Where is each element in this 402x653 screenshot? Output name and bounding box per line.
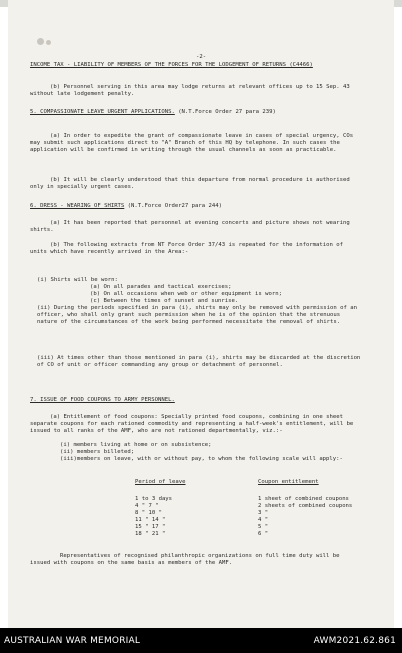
table-header-period-text: Period of leave [135,479,186,485]
heading-income-tax-text: INCOME TAX - LIABILITY OF MEMBERS OF THE FORCES FOR THE LODGEMENT OF RETURNS (C4466) [30,62,313,68]
section5-title: 5. COMPASSIONATE LEAVE URGENT APPLICATIONS. [30,109,175,115]
table-cell-coupons: 6 " [258,531,269,537]
table-header-coupon-text: Coupon entitlement [258,479,319,485]
sec6-ii: (ii) During the periods specified in para (i), shirts may only be removed with permission of an officer, who shall only grant such permission when he is of the opinion that the strenuous nature of the circumstances of the work being performed necessitate the removal of shirts. [37,305,357,325]
footer-accession-number: AWM2021.62.861 [313,636,396,646]
table-cell-period: 11 " 14 " [135,517,166,523]
table-row [258,496,349,503]
table-row [258,517,268,524]
table-cell-period: 8 " 10 " [135,510,162,516]
section7-title: 7. ISSUE OF FOOD COUPONS TO ARMY PERSONNEL. [30,397,175,403]
table-row [258,510,268,517]
heading-income-tax [30,62,370,69]
table-cell-coupons: 4 " [258,517,269,523]
table-row [135,517,165,524]
sec6-para-a: (a) It has been reported that personnel at evening concerts and picture shows not wearing shirts. [30,220,350,233]
sec6-para-b: (b) The following extracts from NT Force Order 37/43 is repeated for the information of units which have recently arrived in the Area:- [30,242,343,255]
table-cell-period: 4 " 7 " [135,503,159,509]
section6-heading [30,203,370,210]
sec7-para-a: (a) Entitlement of food coupons: Specially printed food coupons, combining in one sheet separate coupons for each rationed commodity and representing a half-week's entitlement, will be issued to all ranks of the AMF, who are not rationed departmentally, viz.:- [30,414,354,434]
table-cell-period: 18 " 21 " [135,531,166,537]
section7-heading [30,397,175,404]
footer-institution: AUSTRALIAN WAR MEMORIAL [4,636,141,646]
section5-ref: (N.T.Force Order 27 para 239) [178,109,276,115]
sec6-i-heading: (i) Shirts will be worn: [37,277,118,283]
table-row [135,510,162,517]
section6-title: 6. DRESS - WEARING OF SHIRTS [30,203,125,209]
table-cell-period: 15 " 17 " [135,524,166,530]
section6-ref: (N.T.Force Order27 para 244) [127,203,222,209]
table-cell-coupons: 3 " [258,510,269,516]
sec7-list-item: (iii)members on leave, with or without pay, to whom the following scale will apply:- [60,456,343,462]
sec5-para-a: (a) In order to expedite the grant of compassionate leave in cases of special urgency, COs may submit such applications direct to "A" Branch of this HQ by telephone. In such cases the application will be confirmed in writing through the usual channels as soon as practicable. [30,133,354,153]
archive-footer [0,628,402,653]
table-row [135,531,165,538]
table-cell-coupons: 5 " [258,524,269,530]
sec6-iii: (iii) At times other than those mentioned in para (i), shirts may be discarded at the discretion of CO of unit or officer commanding any group or detachment of personnel. [37,355,361,368]
table-header-period [135,479,186,486]
table-row [258,503,352,510]
table-cell-coupons: 2 sheets of combined coupons [258,503,353,509]
table-row [258,524,268,531]
sec6-i-item: (a) On all parades and tactical exercises; [90,284,232,290]
page-number: -2- [196,54,207,60]
table-row [135,524,165,531]
sec7-list-item: (ii) members billeted; [60,449,135,455]
punch-hole [37,38,44,45]
section5-heading [30,109,370,116]
sec7-closing: Representatives of recognised philanthropic organizations on full time duty will be issued with coupons on the same basis as members of the AMF. [30,553,340,566]
sec5-para-b: (b) It will be clearly understood that this departure from normal procedure is authorised only in specially urgent cases. [30,177,350,190]
table-cell-period: 1 to 3 days [135,496,173,502]
sec6-i-item: (c) Between the times of sunset and sunrise. [90,298,239,304]
sec7-list-item: (i) members living at home or on subsistence; [60,442,212,448]
table-header-coupon [258,479,319,486]
sec6-i-item: (b) On all occasions when web or other equipment is worn; [90,291,282,297]
table-cell-coupons: 1 sheet of combined coupons [258,496,349,502]
table-row [135,496,172,503]
punch-hole [46,40,51,45]
table-row [258,531,268,538]
para-b-income: (b) Personnel serving in this area may lodge returns at relevant offices up to 15 Sep. 43 without late lodgement penalty. [30,84,350,97]
table-row [135,503,159,510]
